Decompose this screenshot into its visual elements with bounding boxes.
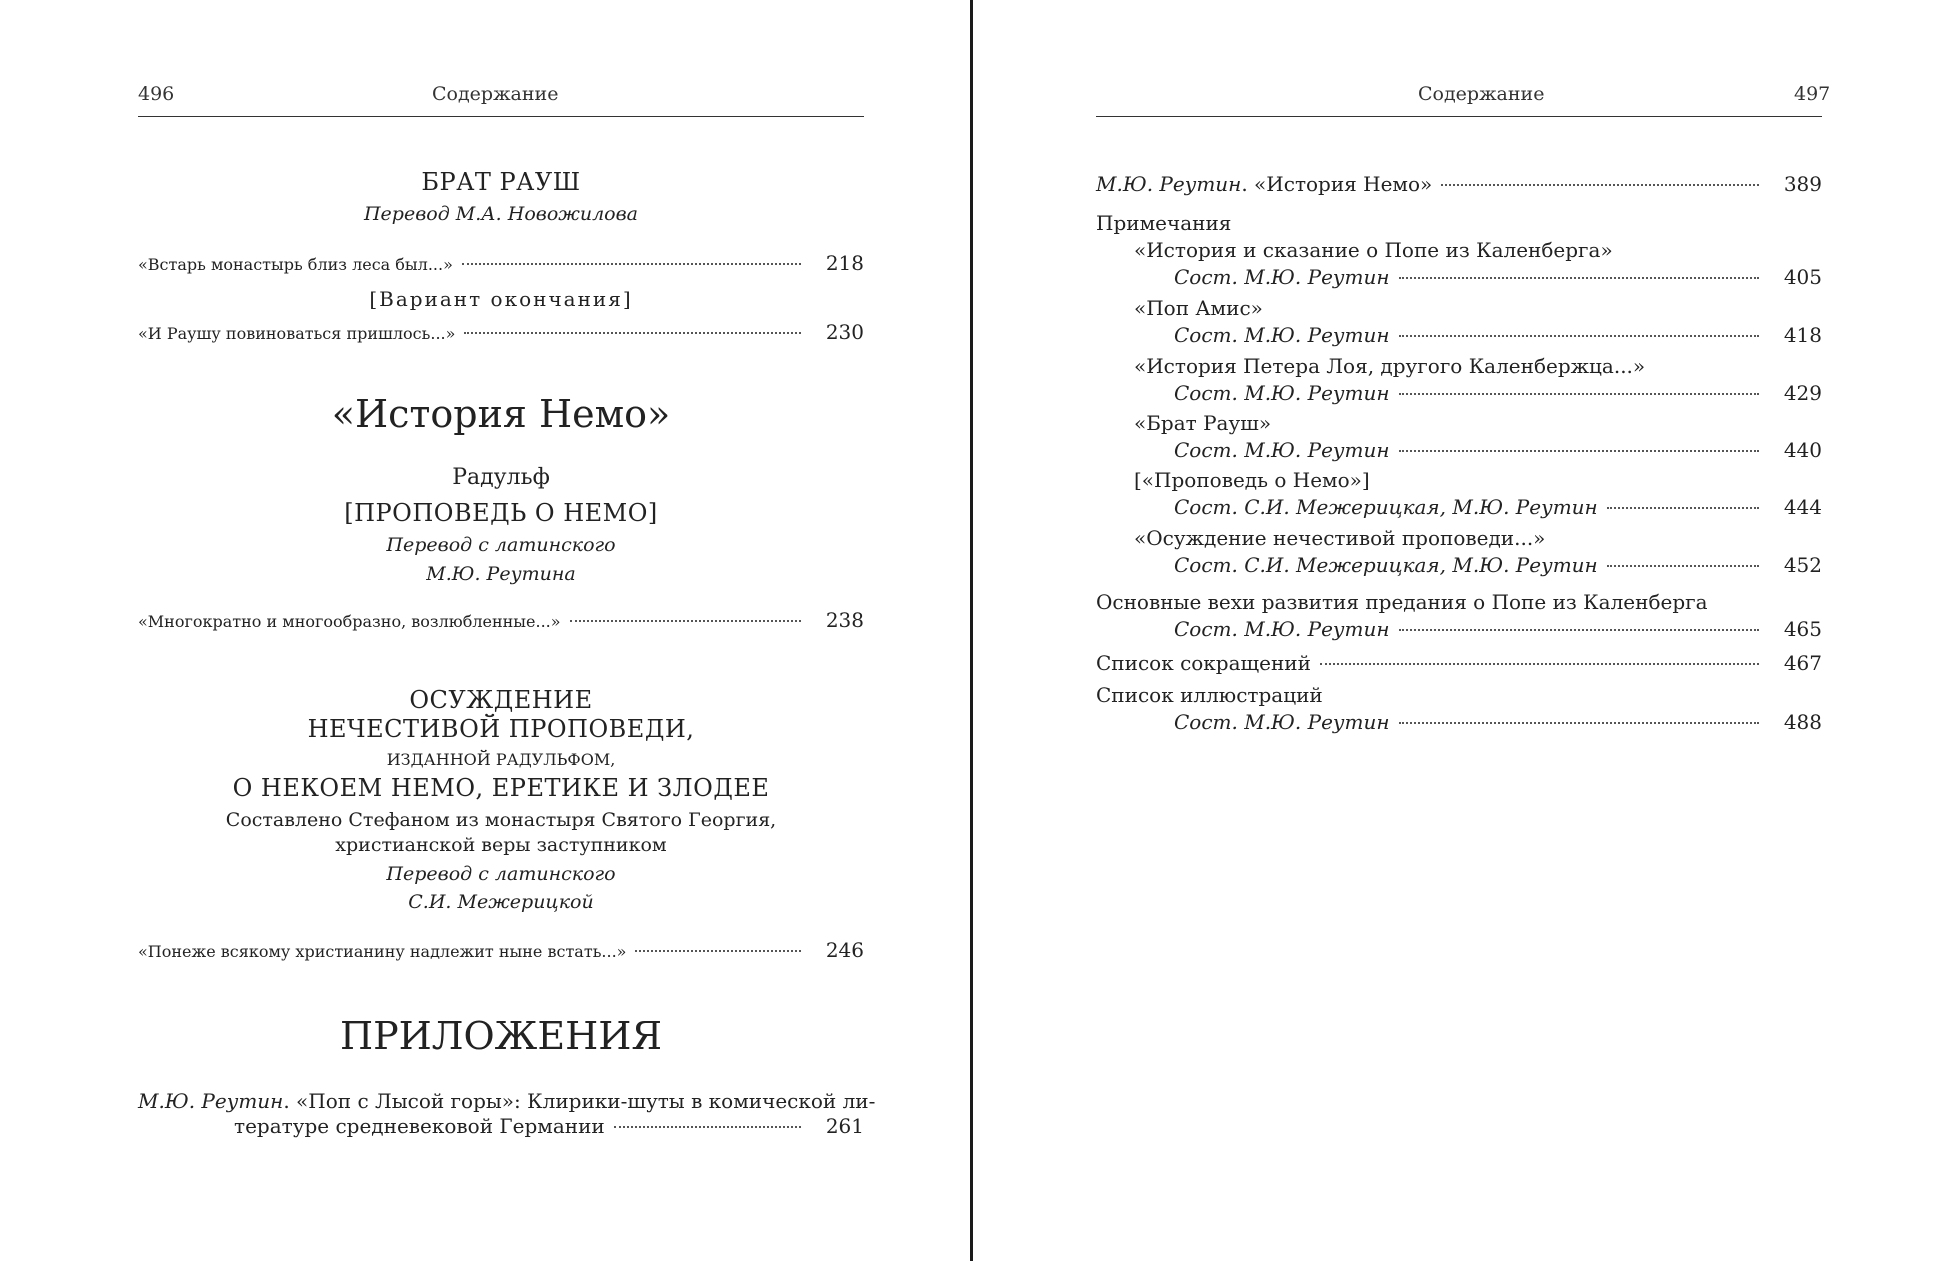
entry-compiler: Сост. С.И. Межерицкая, М.Ю. Реутин — [1174, 553, 1598, 577]
entry-page: 230 — [825, 320, 864, 344]
page-number: 496 — [138, 83, 175, 105]
notes-heading: Примечания — [1096, 211, 1232, 235]
leader-dots — [1399, 393, 1759, 395]
leader-dots — [464, 332, 801, 334]
entry-text: тературе средневековой Германии — [234, 1114, 605, 1138]
entry-compiler: Сост. М.Ю. Реутин — [1174, 710, 1390, 734]
page-number: 497 — [1794, 83, 1831, 105]
entry-page: 429 — [1783, 381, 1822, 405]
note-title[interactable]: «История Петера Лоя, другого Каленбержца...» — [1134, 354, 1646, 378]
entry-text: «Понеже всякому христианину надлежит ныне встать...» — [138, 942, 627, 961]
entry-page: 465 — [1783, 617, 1822, 641]
toc-entry[interactable] — [138, 251, 864, 275]
entry-page: 467 — [1783, 651, 1822, 675]
translator-line: Перевод с латинского — [386, 863, 616, 885]
entry-page: 261 — [825, 1114, 864, 1138]
toc-entry[interactable] — [1174, 438, 1822, 462]
toc-entry[interactable] — [1174, 323, 1822, 347]
section-title-appendices: ПРИЛОЖЕНИЯ — [339, 1014, 663, 1058]
entry-page: 218 — [825, 251, 864, 275]
compiled-by-line: христианской веры заступником — [335, 834, 667, 856]
leader-dots — [462, 263, 801, 265]
leader-dots — [570, 620, 801, 622]
translator-line: Перевод с латинского — [386, 534, 616, 556]
entry-text: «Многократно и многообразно, возлюбленные...» — [138, 612, 561, 631]
compiled-by-line: Составлено Стефаном из монастыря Святого Георгия, — [225, 809, 777, 831]
toc-entry[interactable] — [1096, 651, 1822, 675]
entry-compiler: Сост. М.Ю. Реутин — [1174, 265, 1390, 289]
section-title-line: НЕЧЕСТИВОЙ ПРОПОВЕДИ, — [307, 715, 695, 743]
toc-entry-line[interactable] — [138, 1089, 875, 1113]
entry-compiler: Сост. М.Ю. Реутин — [1174, 617, 1390, 641]
author-line: Радульф — [452, 465, 550, 490]
right-page — [978, 0, 1940, 1261]
entry-text: . «Поп с Лысой горы»: Клирики-шуты в комической ли- — [283, 1089, 876, 1113]
section-title-line: О НЕКОЕМ НЕМО, ЕРЕТИКЕ И ЗЛОДЕЕ — [232, 774, 770, 802]
translator-name: С.И. Межерицкой — [408, 891, 594, 913]
toc-entry[interactable] — [1174, 381, 1822, 405]
entry-compiler: Сост. М.Ю. Реутин — [1174, 323, 1390, 347]
entry-page: 440 — [1783, 438, 1822, 462]
entry-page: 238 — [825, 608, 864, 632]
toc-entry[interactable] — [234, 1114, 864, 1138]
translator-name: М.Ю. Реутина — [426, 563, 576, 585]
leader-dots — [1399, 629, 1759, 631]
leader-dots — [1399, 722, 1759, 724]
translator-line: Перевод М.А. Новожилова — [363, 203, 639, 225]
note-title[interactable]: [«Проповедь о Немо»] — [1134, 468, 1370, 492]
entry-compiler: Сост. М.Ю. Реутин — [1174, 438, 1390, 462]
header-rule — [138, 116, 864, 117]
toc-entry[interactable] — [1174, 265, 1822, 289]
entry-page: 405 — [1783, 265, 1822, 289]
entry-author: М.Ю. Реутин — [1096, 172, 1242, 196]
entry-text: «Встарь монастырь близ леса был...» — [138, 255, 453, 274]
section-title-line: ОСУЖДЕНИЕ — [409, 686, 593, 714]
entry-page: 389 — [1783, 172, 1822, 196]
leader-dots — [635, 950, 801, 952]
entry-page: 488 — [1783, 710, 1822, 734]
running-head-title: Содержание — [432, 83, 559, 105]
milestones-title[interactable]: Основные вехи развития предания о Попе из Каленберга — [1096, 590, 1708, 614]
header-rule — [1096, 116, 1822, 117]
toc-entry[interactable] — [138, 320, 864, 344]
leader-dots — [1399, 335, 1759, 337]
toc-entry[interactable] — [1174, 710, 1822, 734]
entry-text: . «История Немо» — [1241, 172, 1433, 196]
section-title-nemo: «История Немо» — [331, 392, 671, 436]
entry-text: Список сокращений — [1096, 651, 1311, 675]
leader-dots — [1607, 565, 1759, 567]
leader-dots — [1320, 663, 1759, 665]
work-title: [ПРОПОВЕДЬ О НЕМО] — [344, 499, 658, 527]
entry-compiler: Сост. М.Ю. Реутин — [1174, 381, 1390, 405]
entry-compiler: Сост. С.И. Межерицкая, М.Ю. Реутин — [1174, 495, 1598, 519]
leader-dots — [1399, 277, 1759, 279]
note-title[interactable]: «Поп Амис» — [1134, 296, 1263, 320]
toc-entry[interactable] — [138, 938, 864, 962]
entry-author: М.Ю. Реутин — [138, 1089, 284, 1113]
entry-text: «И Раушу повиноваться пришлось...» — [138, 324, 456, 343]
toc-entry[interactable] — [1096, 172, 1822, 196]
leader-dots — [1607, 507, 1759, 509]
running-head-title: Содержание — [1418, 83, 1545, 105]
entry-page: 452 — [1783, 553, 1822, 577]
toc-entry[interactable] — [1174, 495, 1822, 519]
note-title[interactable]: «История и сказание о Попе из Каленберга» — [1134, 238, 1613, 262]
book-spine-divider — [970, 0, 973, 1261]
variant-heading: [Вариант окончания] — [369, 287, 633, 311]
toc-entry[interactable] — [138, 608, 864, 632]
toc-entry[interactable] — [1174, 553, 1822, 577]
entry-page: 246 — [825, 938, 864, 962]
leader-dots — [614, 1126, 801, 1128]
illustrations-title[interactable]: Список иллюстраций — [1096, 683, 1323, 707]
entry-page: 444 — [1783, 495, 1822, 519]
section-subtitle-line: ИЗДАННОЙ РАДУЛЬФОМ, — [386, 750, 616, 769]
note-title[interactable]: «Осуждение нечестивой проповеди...» — [1134, 526, 1546, 550]
section-title-brat-raush: БРАТ РАУШ — [421, 168, 581, 196]
leader-dots — [1441, 184, 1759, 186]
note-title[interactable]: «Брат Рауш» — [1134, 411, 1272, 435]
entry-page: 418 — [1783, 323, 1822, 347]
leader-dots — [1399, 450, 1759, 452]
toc-entry[interactable] — [1174, 617, 1822, 641]
